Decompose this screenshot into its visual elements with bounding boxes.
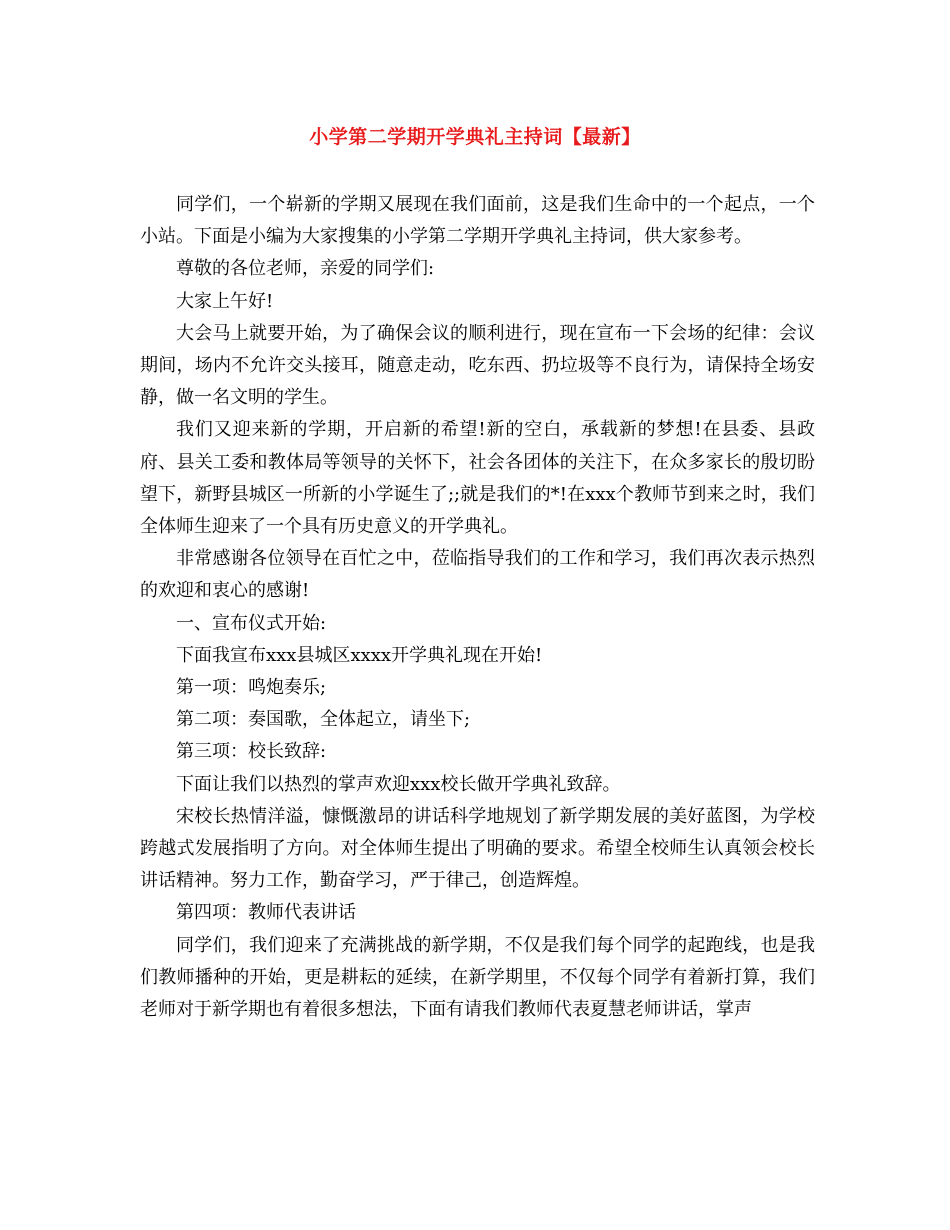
paragraph-discipline: 大会马上就要开始，为了确保会议的顺利进行，现在宣布一下会场的纪律：会议期间，场内不允许交头接耳，随意走动，吃东西、扔垃圾等不良行为，请保持全场安静，做一名文明的学生。 [140, 322, 815, 409]
paragraph-section-one: 一、宣布仪式开始: [176, 612, 327, 634]
paragraph-greeting: 大家上午好! [176, 290, 274, 312]
paragraph-teacher-intro: 同学们，我们迎来了充满挑战的新学期，不仅是我们每个同学的起跑线，也是我们教师播种的开始，更是耕耘的延续，在新学期里，不仅每个同学有着新打算，我们老师对于新学期也有着很多想法，下面有请我们教师代表夏慧老师讲话，掌声 [140, 934, 815, 1021]
paragraph-intro: 同学们，一个崭新的学期又展现在我们面前，这是我们生命中的一个起点，一个小站。下面是小编为大家搜集的小学第二学期开学典礼主持词，供大家参考。 [140, 194, 815, 248]
paragraph-item-two: 第二项：奏国歌，全体起立，请坐下; [176, 709, 471, 731]
paragraph-announce-start: 下面我宣布xxx县城区xxxx开学典礼现在开始! [176, 644, 543, 666]
paragraph-new-semester: 我们又迎来新的学期，开启新的希望!新的空白，承载新的梦想!在县委、县政府、县关工委和教体局等领导的关怀下，社会各团体的关注下，在众多家长的殷切盼望下，新野县城区一所新的小学诞生了;;就是我们的*!在xxx个教师节到来之时，我们全体师生迎来了一个具有历史意义的开学典礼。 [140, 419, 815, 538]
document-title: 小学第二学期开学典礼主持词【最新】 [309, 126, 641, 148]
document-body [140, 189, 815, 1026]
paragraph-item-four: 第四项：教师代表讲话 [176, 902, 356, 924]
paragraph-principal-summary: 宋校长热情洋溢，慷慨激昂的讲话科学地规划了新学期发展的美好蓝图，为学校跨越式发展指明了方向。对全体师生提出了明确的要求。希望全校师生认真领会校长讲话精神。努力工作，勤奋学习，严于律己，创造辉煌。 [140, 805, 815, 892]
paragraph-principal-intro: 下面让我们以热烈的掌声欢迎xxx校长做开学典礼致辞。 [176, 773, 621, 795]
paragraph-salutation: 尊敬的各位老师，亲爱的同学们: [176, 258, 435, 280]
paragraph-item-three: 第三项：校长致辞: [176, 741, 327, 763]
paragraph-thanks: 非常感谢各位领导在百忙之中，莅临指导我们的工作和学习，我们再次表示热烈的欢迎和衷心的感谢! [140, 548, 815, 602]
paragraph-item-one: 第一项：鸣炮奏乐; [176, 677, 327, 699]
